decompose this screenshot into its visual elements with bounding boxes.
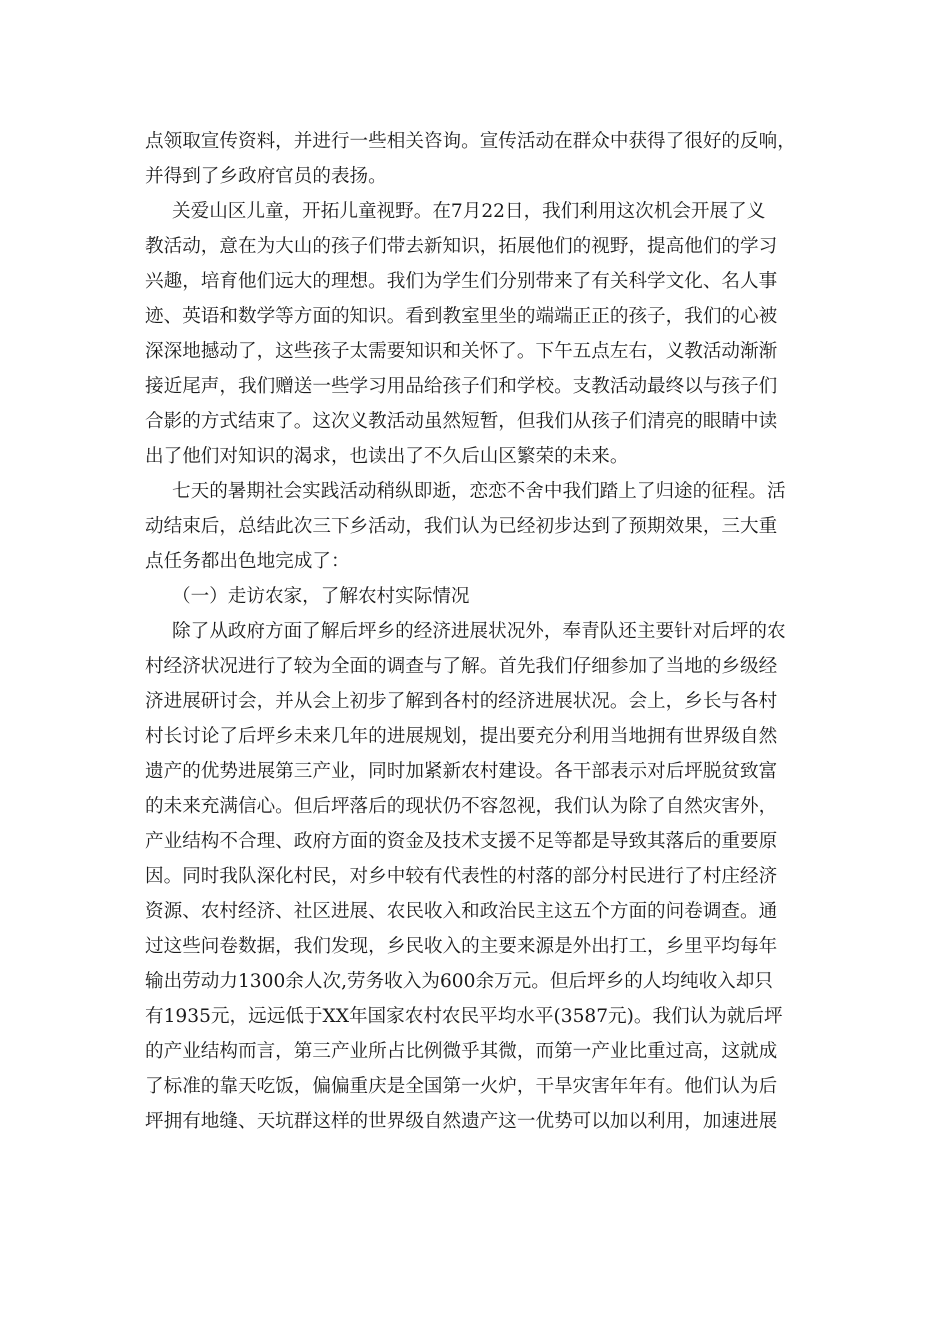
text-line: 遗产的优势进展第三产业，同时加紧新农村建设。各干部表示对后坪脱贫致富 (145, 761, 778, 782)
text-line: 过这些问卷数据，我们发现，乡民收入的主要来源是外出打工，乡里平均每年 (145, 936, 778, 957)
paragraph-start-line: 除了从政府方面了解后坪乡的经济进展状况外，奉青队还主要针对后坪的农 (172, 621, 786, 642)
text-line: 村经济状况进行了较为全面的调查与了解。首先我们仔细参加了当地的乡级经 (145, 656, 778, 677)
text-line: 接近尾声，我们赠送一些学习用品给孩子们和学校。支教活动最终以与孩子们 (145, 376, 778, 397)
text-line: 教活动，意在为大山的孩子们带去新知识，拓展他们的视野，提高他们的学习 (145, 236, 778, 257)
text-line: 合影的方式结束了。这次义教活动虽然短暂，但我们从孩子们清亮的眼睛中读 (145, 411, 778, 432)
text-line: 济进展研讨会，并从会上初步了解到各村的经济进展状况。会上，乡长与各村 (145, 691, 778, 712)
paragraph-start-line: 七天的暑期社会实践活动稍纵即逝，恋恋不舍中我们踏上了归途的征程。活 (172, 481, 786, 502)
text-line: 输出劳动力1300余人次,劳务收入为600余万元。但后坪乡的人均纯收入却只 (145, 971, 773, 992)
text-line: 产业结构不合理、政府方面的资金及技术支援不足等都是导致其落后的重要原 (145, 831, 778, 852)
text-line: 因。同时我队深化村民，对乡中较有代表性的村落的部分村民进行了村庄经济 (145, 866, 778, 887)
text-line: 迹、英语和数学等方面的知识。看到教室里坐的端端正正的孩子，我们的心被 (145, 306, 778, 327)
text-line: 出了他们对知识的渴求，也读出了不久后山区繁荣的未来。 (145, 446, 629, 467)
text-line: 动结束后，总结此次三下乡活动，我们认为已经初步达到了预期效果，三大重 (145, 516, 778, 537)
text-line: 坪拥有地缝、天坑群这样的世界级自然遗产这一优势可以加以利用，加速进展 (145, 1111, 778, 1132)
text-line: 了标准的靠天吃饭，偏偏重庆是全国第一火炉，干旱灾害年年有。他们认为后 (145, 1076, 778, 1097)
text-line: 有1935元，远远低于XX年国家农村农民平均水平(3587元)。我们认为就后坪 (145, 1006, 783, 1027)
paragraph-start-line: 关爱山区儿童，开拓儿童视野。在7月22日，我们利用这次机会开展了义 (172, 201, 766, 222)
text-line: 深深地撼动了，这些孩子太需要知识和关怀了。下午五点左右，义教活动渐渐 (145, 341, 778, 362)
text-line: 的未来充满信心。但后坪落后的现状仍不容忽视，我们认为除了自然灾害外， (145, 796, 778, 817)
text-line: 并得到了乡政府官员的表扬。 (145, 166, 387, 187)
section-heading: （一）走访农家，了解农村实际情况 (172, 586, 470, 607)
text-line: 资源、农村经济、社区进展、农民收入和政治民主这五个方面的问卷调查。通 (145, 901, 778, 922)
document-body (145, 124, 805, 1139)
text-line: 兴趣，培育他们远大的理想。我们为学生们分别带来了有关科学文化、名人事 (145, 271, 778, 292)
text-line: 点领取宣传资料，并进行一些相关咨询。宣传活动在群众中获得了很好的反响， (145, 131, 796, 152)
text-line: 点任务都出色地完成了： (145, 551, 350, 572)
text-line: 村长讨论了后坪乡未来几年的进展规划，提出要充分利用当地拥有世界级自然 (145, 726, 778, 747)
text-line: 的产业结构而言，第三产业所占比例微乎其微，而第一产业比重过高，这就成 (145, 1041, 778, 1062)
